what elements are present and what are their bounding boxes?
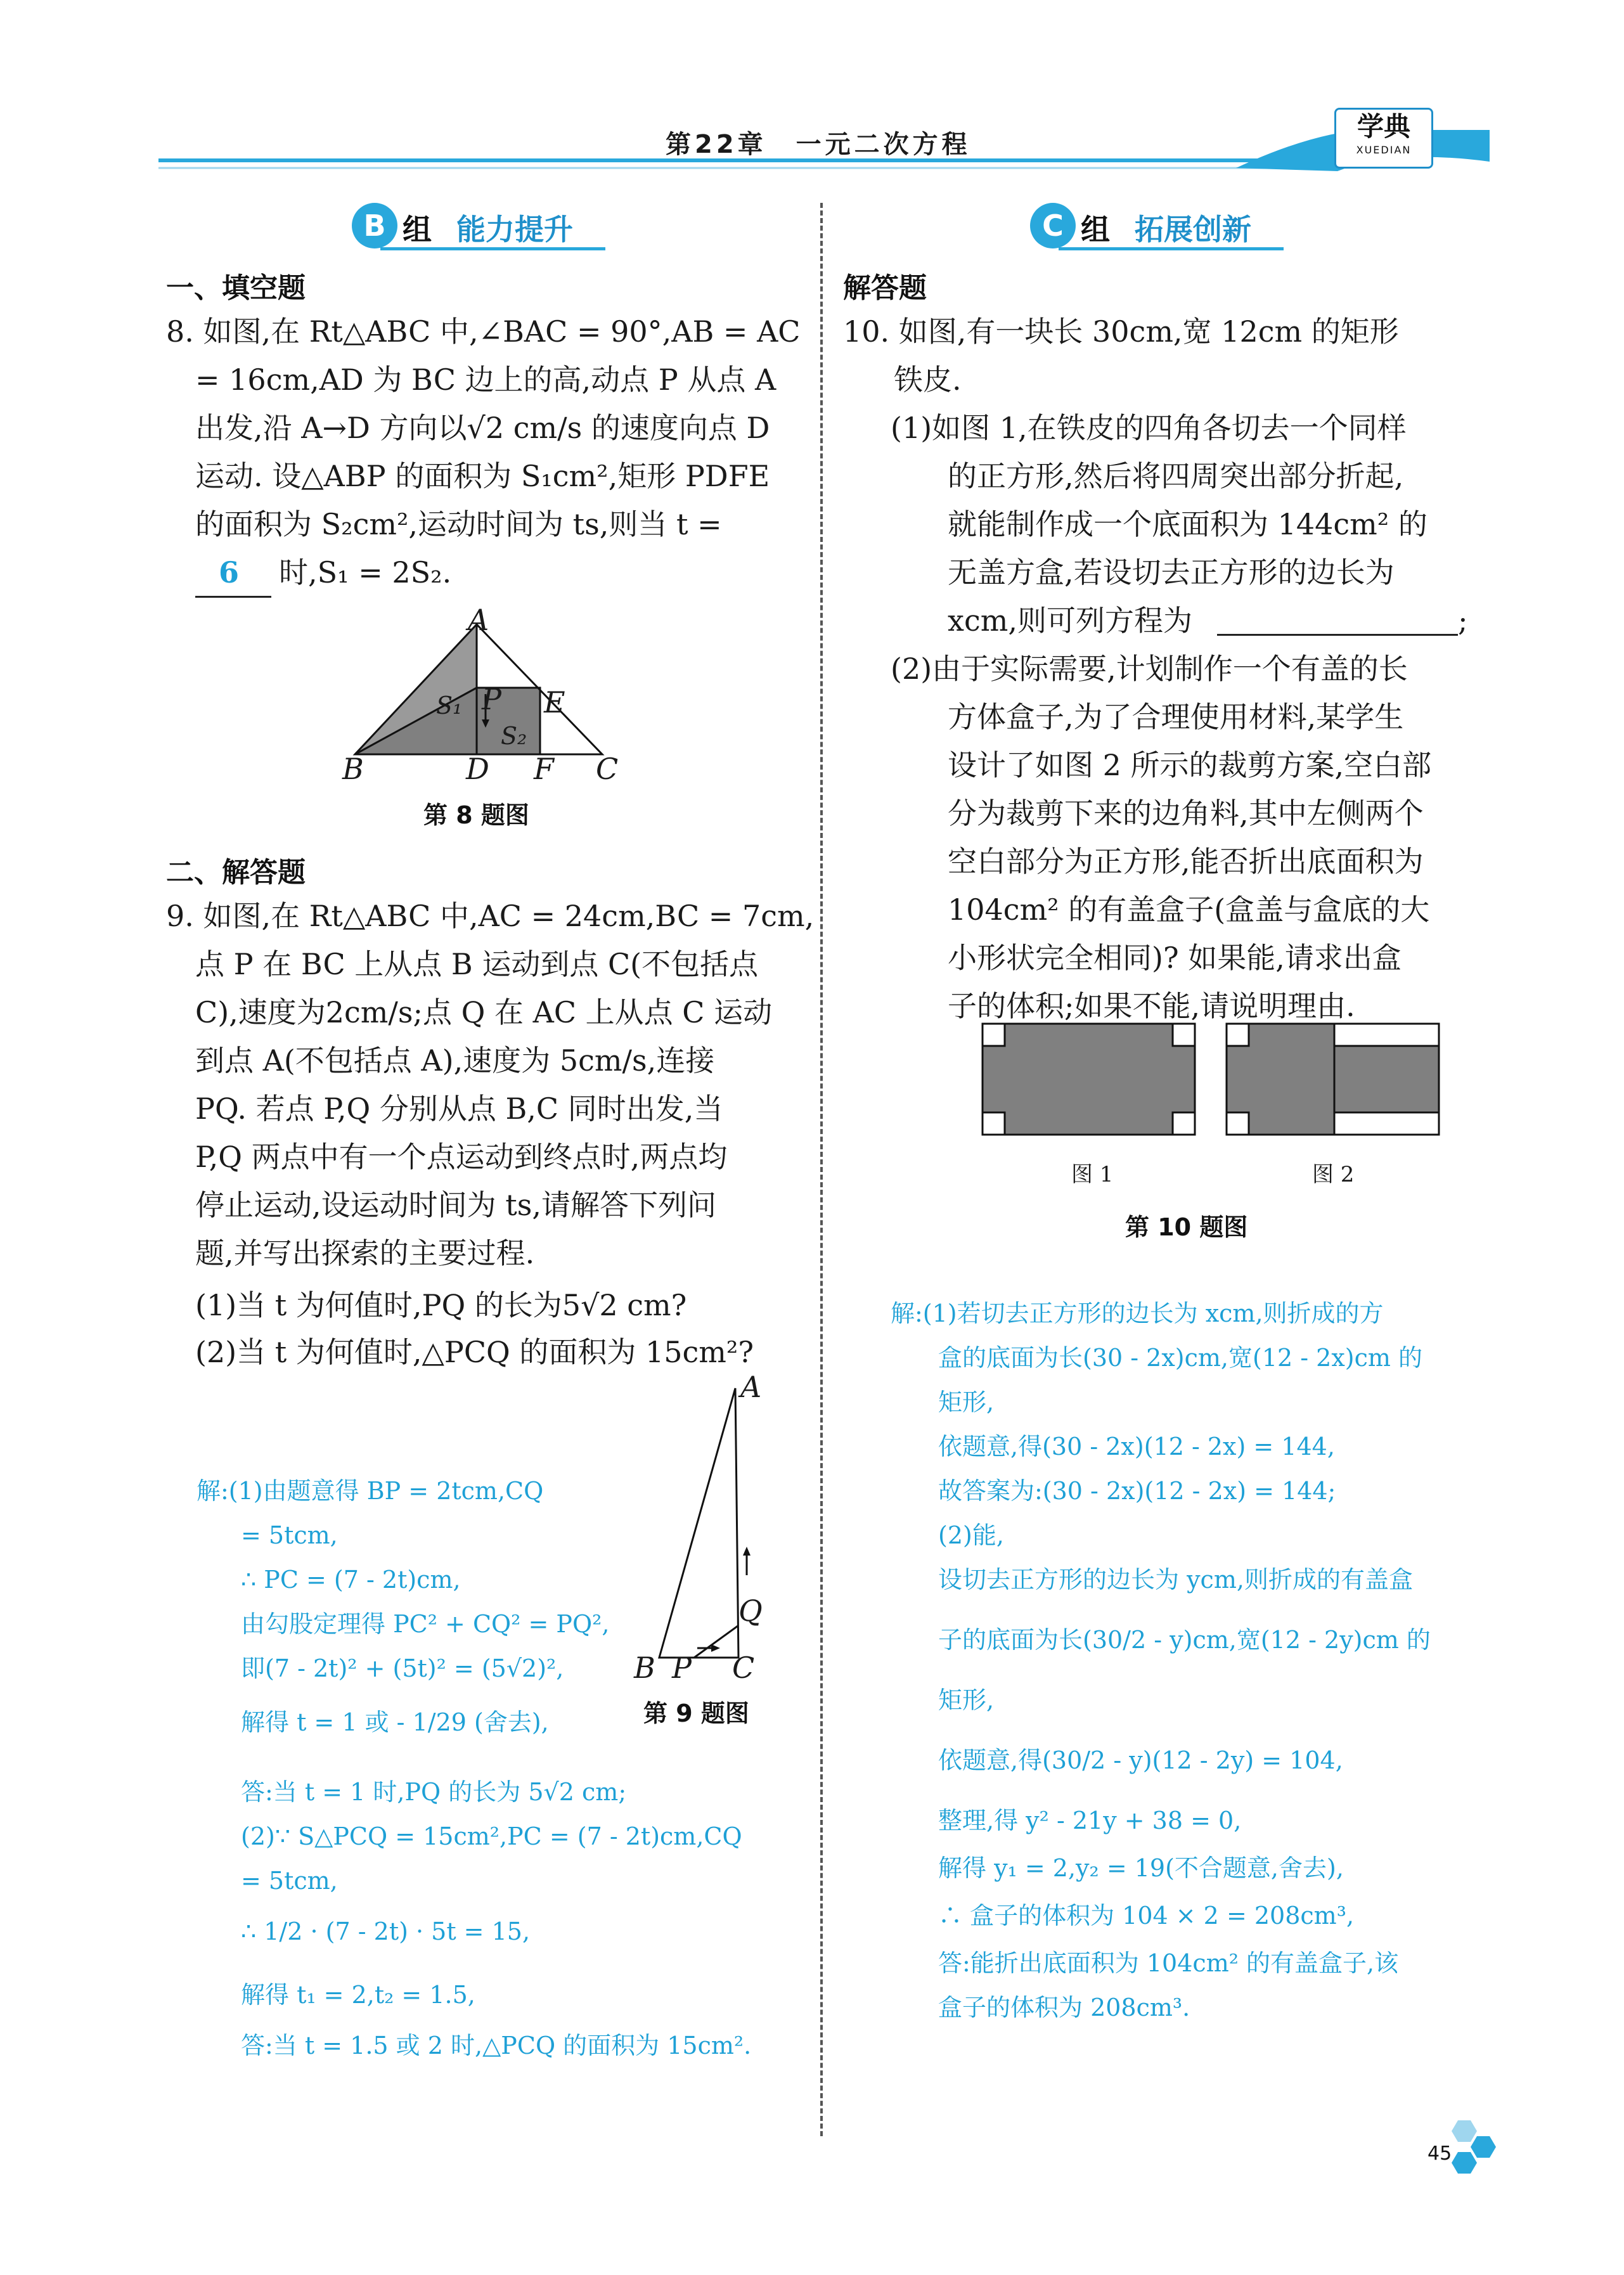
q9-line: 停止运动,设运动时间为 ts,请解答下列问 — [195, 1188, 716, 1222]
fig9-label-b: B — [634, 1651, 655, 1685]
sol9-line: = 5tcm, — [241, 1521, 338, 1549]
q9-line: P,Q 两点中有一个点运动到终点时,两点均 — [195, 1140, 728, 1174]
section-solve-c: 解答题 — [843, 272, 927, 304]
group-b-word: 组 — [403, 212, 432, 247]
sol10-line: 子的底面为长(30/2 - y)cm,宽(12 - 2y)cm 的 — [938, 1626, 1431, 1654]
fig9-caption: 第 9 题图 — [643, 1699, 749, 1727]
figure-10-diagram — [979, 1021, 1531, 1141]
sol9-line: (2)∵ S△PCQ = 15cm²,PC = (7 - 2t)cm,CQ — [241, 1822, 742, 1850]
fig8-label-s1: S₁ — [436, 692, 463, 719]
q10-sub1-line: (1)如图 1,在铁皮的四角各切去一个同样 — [891, 411, 1407, 445]
fig9-label-a: A — [740, 1370, 762, 1404]
section-solve: 二、解答题 — [166, 856, 306, 889]
sol10-line: 矩形, — [938, 1686, 995, 1714]
q10-sub2-line: 小形状完全相同)? 如果能,请求出盒 — [948, 941, 1402, 975]
q10-sub1-line: 无盖方盒,若设切去正方形的边长为 — [948, 555, 1395, 590]
q8-answer: 6 — [219, 555, 240, 590]
q9-line: C),速度为2cm/s;点 Q 在 AC 上从点 C 运动 — [195, 995, 773, 1029]
fig9-label-q: Q — [738, 1594, 763, 1628]
q8-line: 出发,沿 A→D 方向以√2 cm/s 的速度向点 D — [195, 411, 770, 445]
fig8-caption: 第 8 题图 — [423, 801, 529, 829]
sol10-line: 答:能折出底面积为 104cm² 的有盖盒子,该 — [938, 1949, 1399, 1977]
sol10-line: 故答案为:(30 - 2x)(12 - 2x) = 144; — [938, 1477, 1336, 1505]
q9-line: 点 P 在 BC 上从点 B 运动到点 C(不包括点 — [195, 947, 759, 981]
q10-equation-blank[interactable] — [1217, 634, 1458, 636]
fig8-label-s2: S₂ — [501, 722, 527, 750]
group-b-badge: B — [352, 203, 397, 248]
sol10-line: 解得 y₁ = 2,y₂ = 19(不合题意,舍去), — [938, 1854, 1344, 1882]
sol10-line: 解:(1)若切去正方形的边长为 xcm,则折成的方 — [891, 1299, 1384, 1327]
sol9-line: 答:当 t = 1.5 或 2 时,△PCQ 的面积为 15cm². — [241, 2032, 752, 2059]
sol10-line: 依题意,得(30 - 2x)(12 - 2x) = 144, — [938, 1433, 1335, 1460]
figure-9-diagram — [634, 1376, 799, 1680]
sol10-line: 依题意,得(30/2 - y)(12 - 2y) = 104, — [938, 1746, 1343, 1774]
fig1-label: 图 1 — [1071, 1162, 1114, 1187]
sol10-line: 盒的底面为长(30 - 2x)cm,宽(12 - 2x)cm 的 — [938, 1344, 1423, 1372]
q10-line: 10. 如图,有一块长 30cm,宽 12cm 的矩形 — [843, 314, 1399, 349]
sol10-line: ∴ 盒子的体积为 104 × 2 = 208cm³, — [938, 1902, 1355, 1930]
group-b-underline — [380, 247, 605, 250]
fig9-label-p: P — [672, 1651, 692, 1685]
q9-line: PQ. 若点 P,Q 分别从点 B,C 同时出发,当 — [195, 1092, 723, 1126]
fig8-label-a: A — [468, 603, 489, 637]
group-b-title: 能力提升 — [456, 212, 573, 247]
fig8-label-f: F — [534, 752, 554, 786]
q9-line: 到点 A(不包括点 A),速度为 5cm/s,连接 — [195, 1043, 715, 1078]
fig2-label: 图 2 — [1312, 1162, 1355, 1187]
sol10-line: 盒子的体积为 208cm³. — [938, 1994, 1190, 2021]
q10-line: 铁皮. — [894, 363, 962, 397]
q9-sub1: (1)当 t 为何值时,PQ 的长为5√2 cm? — [195, 1288, 687, 1322]
q8-line: 的面积为 S₂cm²,运动时间为 ts,则当 t = — [195, 507, 722, 541]
column-divider — [820, 203, 823, 2136]
sol10-line: (2)能, — [938, 1521, 1004, 1549]
brand-sub: XUEDIAN — [1356, 144, 1412, 156]
q9-sub2: (2)当 t 为何值时,△PCQ 的面积为 15cm²? — [195, 1335, 754, 1369]
page-number: 45 — [1427, 2143, 1452, 2165]
group-c-word: 组 — [1081, 212, 1110, 247]
group-c-badge: C — [1030, 203, 1076, 248]
sol9-line: 答:当 t = 1 时,PQ 的长为 5√2 cm; — [241, 1778, 627, 1806]
chapter-title: 第22章 一元二次方程 — [666, 130, 971, 159]
q8-line: 8. 如图,在 Rt△ABC 中,∠BAC = 90°,AB = AC — [166, 314, 801, 349]
q10-sub2-line: 方体盒子,为了合理使用材料,某学生 — [948, 700, 1404, 734]
sol10-line: 矩形, — [938, 1388, 995, 1416]
fig8-label-p: P — [482, 682, 501, 716]
fig8-label-c: C — [596, 752, 619, 786]
sol9-line: 解得 t₁ = 2,t₂ = 1.5, — [241, 1981, 475, 2009]
q10-sub1-line: 的正方形,然后将四周突出部分折起, — [948, 459, 1404, 493]
q8-line: 运动. 设△ABP 的面积为 S₁cm²,矩形 PDFE — [195, 459, 770, 493]
sol10-line: 设切去正方形的边长为 ycm,则折成的有盖盒 — [938, 1566, 1413, 1594]
sol9-line: ∴ 1/2 · (7 - 2t) · 5t = 15, — [241, 1917, 531, 1945]
brand-name: 学典 — [1357, 111, 1410, 142]
q10-sub2-line: 空白部分为正方形,能否折出底面积为 — [948, 844, 1424, 879]
sol9-line: 解:(1)由题意得 BP = 2tcm,CQ — [197, 1477, 544, 1505]
q10-sub1-line: xcm,则可列方程为 — [948, 603, 1192, 638]
q8-line: = 16cm,AD 为 BC 边上的高,动点 P 从点 A — [195, 363, 777, 397]
brand-logo — [1334, 108, 1433, 169]
q10-sub2-line: 子的体积;如果不能,请说明理由. — [948, 989, 1355, 1023]
q9-line: 9. 如图,在 Rt△ABC 中,AC = 24cm,BC = 7cm, — [166, 899, 815, 933]
sol10-line: 整理,得 y² - 21y + 38 = 0, — [938, 1807, 1242, 1834]
fig1-sheet — [983, 1024, 1195, 1135]
fig8-label-e: E — [544, 685, 565, 719]
fig9-label-c: C — [732, 1651, 755, 1685]
fig8-label-b: B — [342, 752, 364, 786]
q10-sub1-line: 就能制作成一个底面积为 144cm² 的 — [948, 507, 1427, 541]
section-fill-blank: 一、填空题 — [166, 272, 306, 304]
q10-sub2-line: 分为裁剪下来的边角料,其中左侧两个 — [948, 796, 1424, 830]
sol9-line: 即(7 - 2t)² + (5t)² = (5√2)², — [241, 1654, 564, 1682]
q10-sub2-line: (2)由于实际需要,计划制作一个有盖的长 — [891, 652, 1408, 686]
fig10-caption: 第 10 题图 — [1125, 1213, 1248, 1241]
q10-sub2-line: 104cm² 的有盖盒子(盒盖与盒底的大 — [948, 893, 1430, 927]
group-c-title: 拓展创新 — [1135, 212, 1251, 247]
q8-tail: 时,S₁ = 2S₂. — [279, 555, 452, 590]
q10-sub2-line: 设计了如图 2 所示的裁剪方案,空白部 — [948, 748, 1432, 782]
q9-line: 题,并写出探索的主要过程. — [195, 1236, 535, 1270]
group-c-underline — [1059, 247, 1284, 250]
q10-sub1-end: ; — [1458, 603, 1468, 638]
q8-answer-blank[interactable] — [195, 596, 271, 598]
sol9-line: 由勾股定理得 PC² + CQ² = PQ², — [241, 1610, 610, 1638]
fig8-label-d: D — [466, 752, 489, 786]
sol9-line: 解得 t = 1 或 - 1/29 (舍去), — [241, 1708, 549, 1736]
sol9-line: ∴ PC = (7 - 2t)cm, — [241, 1566, 461, 1594]
sol9-line: = 5tcm, — [241, 1867, 338, 1895]
